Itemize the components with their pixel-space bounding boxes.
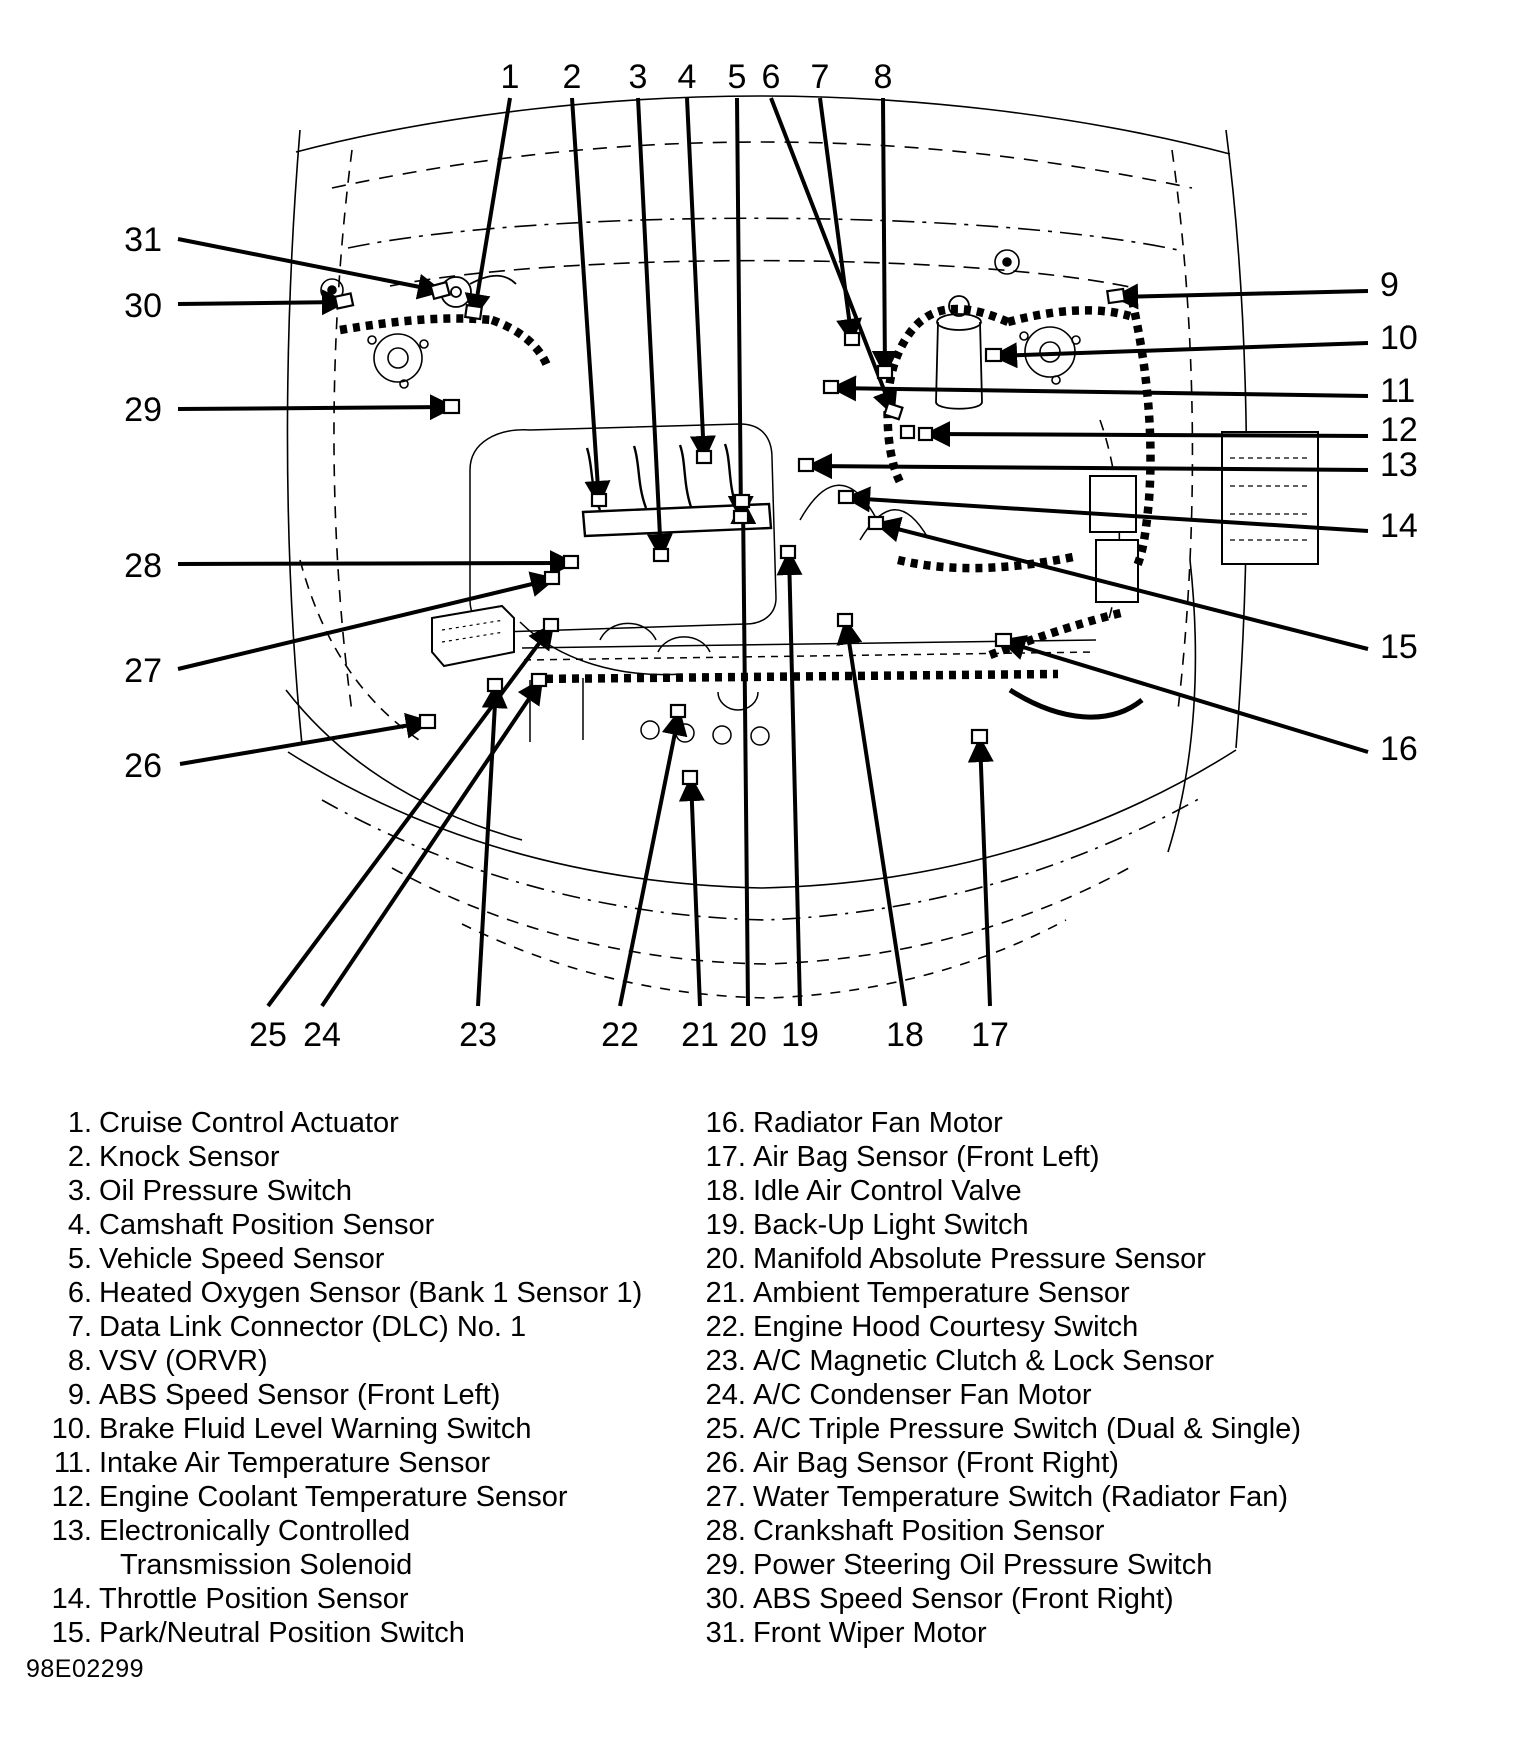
callout-20: 20 — [729, 1016, 767, 1054]
figure-id: 98E02299 — [26, 1655, 145, 1683]
legend-item-number: 12. — [51, 1481, 92, 1513]
legend-item-number: 30. — [705, 1583, 746, 1615]
leader-line-16 — [1003, 641, 1368, 752]
legend-item-number: 15. — [51, 1617, 92, 1649]
legend-item-number: 28. — [705, 1515, 746, 1547]
legend-item-label: Knock Sensor — [99, 1141, 280, 1173]
legend-item-number: 24. — [705, 1379, 746, 1411]
leader-line-11 — [834, 388, 1368, 396]
callout-31: 31 — [124, 221, 162, 259]
callout-8: 8 — [873, 58, 893, 96]
legend-item-label: A/C Magnetic Clutch & Lock Sensor — [753, 1345, 1214, 1377]
legend-item-17 — [692, 1140, 1492, 1174]
legend-item-number: 22. — [705, 1311, 746, 1343]
legend-item-3 — [34, 1174, 674, 1208]
legend-item-label: A/C Condenser Fan Motor — [753, 1379, 1092, 1411]
callout-10: 10 — [1380, 319, 1418, 357]
leader-line-30 — [178, 302, 344, 304]
legend-item-label: Brake Fluid Level Warning Switch — [99, 1413, 532, 1445]
leader-line-21 — [691, 779, 700, 1006]
legend-item-31 — [692, 1616, 1492, 1650]
legend-item-label: Power Steering Oil Pressure Switch — [753, 1549, 1213, 1581]
leader-line-28 — [178, 563, 572, 564]
legend-item-number — [34, 1548, 92, 1582]
callout-4: 4 — [677, 58, 697, 96]
legend-item-number: 11. — [53, 1447, 92, 1479]
leader-line-8 — [883, 98, 885, 373]
legend-item-number: 23. — [705, 1345, 746, 1377]
spark-plug-wires — [587, 444, 736, 510]
legend-item-10 — [34, 1412, 674, 1446]
callout-5: 5 — [727, 58, 747, 96]
legend-item-number: 31. — [705, 1617, 746, 1649]
legend-item-label: Engine Hood Courtesy Switch — [753, 1311, 1139, 1343]
legend-item-label: ABS Speed Sensor (Front Left) — [99, 1379, 501, 1411]
legend-item-6 — [34, 1276, 674, 1310]
callout-21: 21 — [681, 1016, 719, 1054]
leader-line-6 — [771, 98, 893, 413]
legend-item-number: 27. — [705, 1481, 746, 1513]
legend-item-number: 2. — [67, 1141, 92, 1173]
legend-item-4 — [34, 1208, 674, 1242]
legend-item-label: Ambient Temperature Sensor — [753, 1277, 1130, 1309]
legend-item-label: Water Temperature Switch (Radiator Fan) — [753, 1481, 1289, 1513]
legend-item-number: 5. — [67, 1243, 92, 1275]
legend-item-14 — [34, 1582, 674, 1616]
leader-line-12 — [928, 434, 1368, 436]
leader-line-5 — [737, 98, 741, 518]
legend-item-label: ABS Speed Sensor (Front Right) — [753, 1583, 1174, 1615]
legend-item-number: 13. — [51, 1515, 92, 1547]
legend-column-left — [34, 1106, 674, 1650]
callout-25: 25 — [249, 1016, 287, 1054]
legend-item-label: Park/Neutral Position Switch — [99, 1617, 465, 1649]
legend-column-right — [692, 1106, 1492, 1650]
callout-2: 2 — [562, 58, 582, 96]
legend-item-29 — [692, 1548, 1492, 1582]
legend-item-label: Crankshaft Position Sensor — [753, 1515, 1105, 1547]
legend-item-number: 26. — [705, 1447, 746, 1479]
callout-18: 18 — [886, 1016, 924, 1054]
legend-item-number: 10. — [51, 1413, 92, 1445]
legend-item-label: Camshaft Position Sensor — [99, 1209, 435, 1241]
callout-11: 11 — [1380, 372, 1416, 410]
legend-item-23 — [692, 1344, 1492, 1378]
legend-item-label: Transmission Solenoid — [120, 1549, 413, 1581]
leader-line-17 — [980, 740, 990, 1006]
engine-block — [470, 424, 1142, 745]
legend-item-13-continued — [34, 1548, 674, 1582]
legend-item-number: 25. — [705, 1413, 746, 1445]
legend-item-20 — [692, 1242, 1492, 1276]
legend-item-27 — [692, 1480, 1492, 1514]
callout-15: 15 — [1380, 628, 1418, 666]
legend-item-label: VSV (ORVR) — [99, 1345, 268, 1377]
legend-item-25 — [692, 1412, 1492, 1446]
legend-item-21 — [692, 1276, 1492, 1310]
legend-item-1 — [34, 1106, 674, 1140]
callout-9: 9 — [1380, 266, 1399, 304]
legend-item-number: 29. — [705, 1549, 746, 1581]
legend-item-label: Electronically Controlled — [99, 1515, 411, 1547]
leader-line-20 — [743, 502, 748, 1006]
leader-line-1 — [474, 98, 510, 316]
leader-line-2 — [572, 98, 599, 503]
callout-29: 29 — [124, 391, 162, 429]
callout-30: 30 — [124, 287, 162, 325]
legend-item-label: Throttle Position Sensor — [99, 1583, 409, 1615]
callout-12: 12 — [1380, 411, 1418, 449]
cruise-actuator-box — [432, 606, 514, 666]
callout-28: 28 — [124, 547, 162, 585]
legend-item-label: Manifold Absolute Pressure Sensor — [753, 1243, 1206, 1275]
legend-item-15 — [34, 1616, 674, 1650]
legend-item-number: 14. — [51, 1583, 92, 1615]
legend-item-label: Front Wiper Motor — [753, 1617, 987, 1649]
legend-item-number: 19. — [705, 1209, 746, 1241]
legend-item-24 — [692, 1378, 1492, 1412]
leader-line-29 — [178, 407, 452, 409]
legend-item-label: Heated Oxygen Sensor (Bank 1 Sensor 1) — [99, 1277, 643, 1309]
legend-item-number: 9. — [67, 1379, 92, 1411]
callout-13: 13 — [1380, 446, 1418, 484]
legend-item-8 — [34, 1344, 674, 1378]
callout-22: 22 — [601, 1016, 639, 1054]
legend-item-number: 6. — [67, 1277, 92, 1309]
legend-item-label: Data Link Connector (DLC) No. 1 — [99, 1311, 527, 1343]
car-body-outline — [286, 96, 1247, 852]
leader-line-4 — [687, 98, 704, 458]
legend-item-label: Air Bag Sensor (Front Right) — [753, 1447, 1119, 1479]
legend-item-label: Engine Coolant Temperature Sensor — [99, 1481, 568, 1513]
legend-item-number: 17. — [705, 1141, 746, 1173]
callout-14: 14 — [1380, 507, 1418, 545]
legend-item-16 — [692, 1106, 1492, 1140]
legend-item-26 — [692, 1446, 1492, 1480]
legend-item-22 — [692, 1310, 1492, 1344]
callout-27: 27 — [124, 652, 162, 690]
leader-line-10 — [995, 343, 1368, 356]
legend-item-2 — [34, 1140, 674, 1174]
legend-item-19 — [692, 1208, 1492, 1242]
legend-item-label: Oil Pressure Switch — [99, 1175, 353, 1207]
leader-line-25 — [268, 626, 552, 1006]
leader-lines — [178, 98, 1368, 1006]
legend-item-number: 8. — [67, 1345, 92, 1377]
legend-item-12 — [34, 1480, 674, 1514]
legend-item-number: 21. — [705, 1277, 746, 1309]
legend-item-13 — [34, 1514, 674, 1548]
legend-item-label: Idle Air Control Valve — [753, 1175, 1022, 1207]
callout-1: 1 — [500, 58, 520, 96]
legend-item-label: Intake Air Temperature Sensor — [99, 1447, 491, 1479]
legend-item-number: 20. — [705, 1243, 746, 1275]
callout-3: 3 — [628, 58, 648, 96]
legend-item-label: A/C Triple Pressure Switch (Dual & Single) — [753, 1413, 1301, 1445]
legend-item-number: 7. — [67, 1311, 92, 1343]
leader-line-24 — [322, 681, 541, 1006]
legend-item-number: 3. — [67, 1175, 92, 1207]
leader-line-19 — [789, 553, 800, 1006]
callout-6: 6 — [761, 58, 781, 96]
legend-item-label: Radiator Fan Motor — [753, 1107, 1003, 1139]
legend-item-18 — [692, 1174, 1492, 1208]
callout-23: 23 — [459, 1016, 497, 1054]
legend-item-30 — [692, 1582, 1492, 1616]
legend-item-11 — [34, 1446, 674, 1480]
callout-26: 26 — [124, 747, 162, 785]
leader-line-31 — [178, 239, 440, 291]
legend-item-label: Cruise Control Actuator — [99, 1107, 399, 1139]
legend-item-label: Air Bag Sensor (Front Left) — [753, 1141, 1100, 1173]
callout-19: 19 — [781, 1016, 819, 1054]
callout-16: 16 — [1380, 730, 1418, 768]
legend-item-28 — [692, 1514, 1492, 1548]
legend-item-number: 16. — [705, 1107, 746, 1139]
legend-item-7 — [34, 1310, 674, 1344]
callout-17: 17 — [971, 1016, 1009, 1054]
legend-item-number: 4. — [67, 1209, 92, 1241]
callout-24: 24 — [303, 1016, 341, 1054]
legend-item-number: 1. — [67, 1107, 92, 1139]
legend-item-5 — [34, 1242, 674, 1276]
legend-item-label: Vehicle Speed Sensor — [99, 1243, 385, 1275]
leader-line-22 — [620, 713, 679, 1006]
legend-item-number: 18. — [705, 1175, 746, 1207]
callout-7: 7 — [810, 58, 830, 96]
leader-line-26 — [180, 722, 428, 764]
legend-item-label: Back-Up Light Switch — [753, 1209, 1029, 1241]
legend-item-9 — [34, 1378, 674, 1412]
